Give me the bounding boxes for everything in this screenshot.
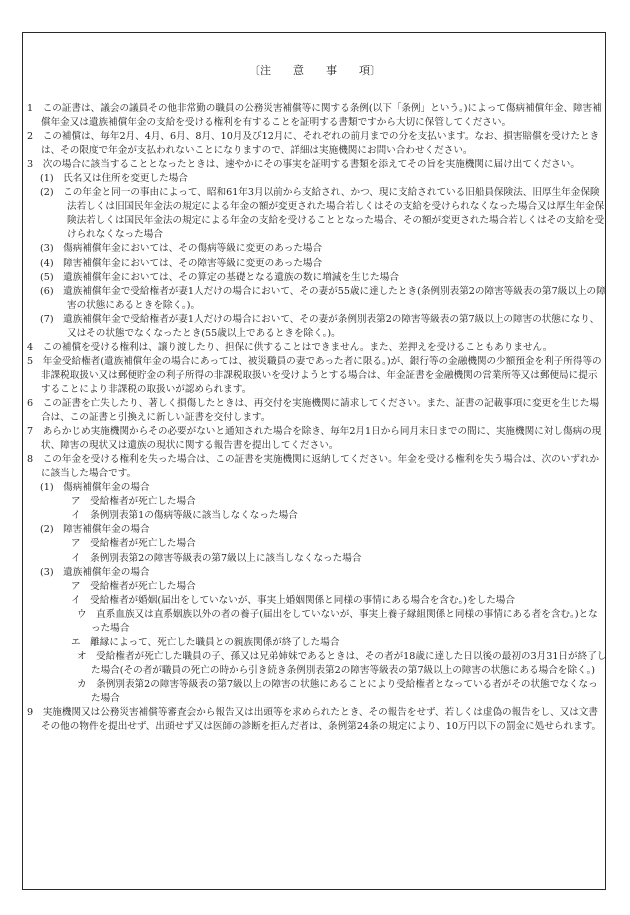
notice-item: (2) 障害補償年金の場合	[40, 524, 150, 536]
notice-item: エ 離縁によって、死亡した職員との親族関係が終了した場合	[71, 636, 340, 648]
notice-item: ア 受給権者が死亡した場合	[71, 580, 196, 592]
notice-item: 4 この補償を受ける権利は、譲り渡したり、担保に供することはできません。また、差押えを受けることもありません。	[27, 341, 553, 353]
notice-item: ア 受給権者が死亡した場合	[71, 538, 196, 550]
notice-item: (6) 遺族補償年金で受給権者が妻1人だけの場合において、その妻が55歳に達したとき(条例別表第2の障害等級表の第7級以上の障害の状態にあるときを除く。)。	[40, 285, 606, 311]
notice-item: (1) 氏名又は住所を変更した場合	[40, 173, 188, 185]
page-title: 〔注 意 事 項〕	[249, 64, 381, 77]
notice-item: ウ 直系血族又は直系姻族以外の者の養子(届出をしていないが、事実上養子縁組関係と同様の事情にある者を含む。)となった場合	[77, 608, 598, 634]
notice-item: 7 あらかじめ実施機関からその必要がないと通知された場合を除き、毎年2月1日から同月末日までの間に、実施機関に対し傷病の現状、障害の現状又は遺族の現状に関する報告書を提出してください。	[27, 426, 602, 452]
notice-item: (2) この年金と同一の事由によって、昭和61年3月以前から支給され、かつ、現に支給されている旧船員保険法、旧厚生年金保険法若しくは旧国民年金法の規定による年金の額が変更された場合若しくはその支給を受けられなくなった場合又は厚生年金保険法若しくは国民年金法の規定による年金の支給を受けることとなった場合、その額が変更された場合若しくはその支給を受けられなくなった場合	[40, 187, 605, 241]
notice-item: (7) 遺族補償年金で受給権者が妻1人だけの場合において、その妻が条例別表第2の障害等級表の第7級以上の障害の状態になり、又はその状態でなくなったとき(55歳以上であるときを除く。)。	[40, 313, 600, 339]
notice-item: 3 次の場合に該当することとなったときは、速やかにその事実を証明する書類を添えてその旨を実施機関に届け出てください。	[27, 159, 580, 171]
notice-item: イ 条例別表第1の傷病等級に該当しなくなった場合	[71, 510, 298, 522]
notice-item: (1) 傷病補償年金の場合	[40, 482, 150, 494]
notice-item: 5 年金受給権者(遺族補償年金の場合にあっては、被災職員の妻であった者に限る。)が、銀行等の金融機関の少額預金を利子所得等の非課税取扱い又は郵便貯金の利子所得の非課税取扱いを受けようとする場合は、年金証書を金融機関の営業所等又は郵便局に提示することにより非課税の取扱いが認められます。	[27, 355, 602, 395]
notice-item: (5) 遺族補償年金においては、その算定の基礎となる遺族の数に増減を生じた場合	[40, 271, 399, 283]
notice-item: 9 実施機関又は公務災害補償等審査会から報告又は出頭等を求められたとき、その報告をせず、若しくは虚偽の報告をし、又は文書その他の物件を提出せず、出頭せず又は医師の診断を拒んだ者は、条例第24条の規定により、10万円以下の罰金に処せられます。	[27, 707, 602, 733]
notice-item: (3) 遺族補償年金の場合	[40, 566, 150, 578]
notice-item: 6 この証書を亡失したり、著しく損傷したときは、再交付を実施機関に請求してください。また、証書の記載事項に変更を生じた場合は、この証書と引換えに新しい証書を交付します。	[27, 397, 600, 424]
notice-item: イ 条例別表第2の障害等級表の第7級以上に該当しなくなった場合	[71, 552, 362, 564]
notice-item: ア 受給権者が死亡した場合	[71, 496, 196, 508]
notice-item: 2 この補償は、毎年2月、4月、6月、8月、10月及び12月に、それぞれの前月までの分を支払います。なお、損害賠償を受けたときは、その限度で年金が支払われないことになりますので、詳細は実施機関にお問い合わせください。	[27, 131, 600, 157]
notice-item: 1 この証書は、議会の議員その他非常勤の職員の公務災害補償等に関する条例(以下「条例」という。)によって傷病補償年金、障害補償年金又は遺族補償年金の支給を受ける権利を有することを証明する書類ですから大切に保管してください。	[27, 103, 602, 129]
notice-item: (3) 傷病補償年金においては、その傷病等級に変更のあった場合	[40, 243, 323, 255]
notice-item: 8 この年金を受ける権利を失った場合は、この証書を実施機関に返納してください。年金を受ける権利を失う場合は、次のいずれかに該当した場合です。	[27, 454, 600, 480]
notice-item: オ 受給権者が死亡した職員の子、孫又は兄弟姉妹であるときは、その者が18歳に達した日以後の最初の3月31日が終了した場合(その者が職員の死亡の時から引き続き条例別表第2の障害等級表の第7級以上の障害の状態にある場合を除く。)	[77, 650, 607, 676]
notice-body	[27, 102, 607, 734]
notice-item: (4) 障害補償年金においては、その障害等級に変更のあった場合	[40, 257, 323, 269]
notice-item: カ 条例別表第2の障害等級表の第7級以上の障害の状態にあることにより受給権者となっている者がその状態でなくなった場合	[77, 678, 598, 704]
notice-item: イ 受給権者が婚姻(届出をしていないが、事実上婚姻関係と同様の事情にある場合を含む。)をした場合	[71, 594, 515, 606]
